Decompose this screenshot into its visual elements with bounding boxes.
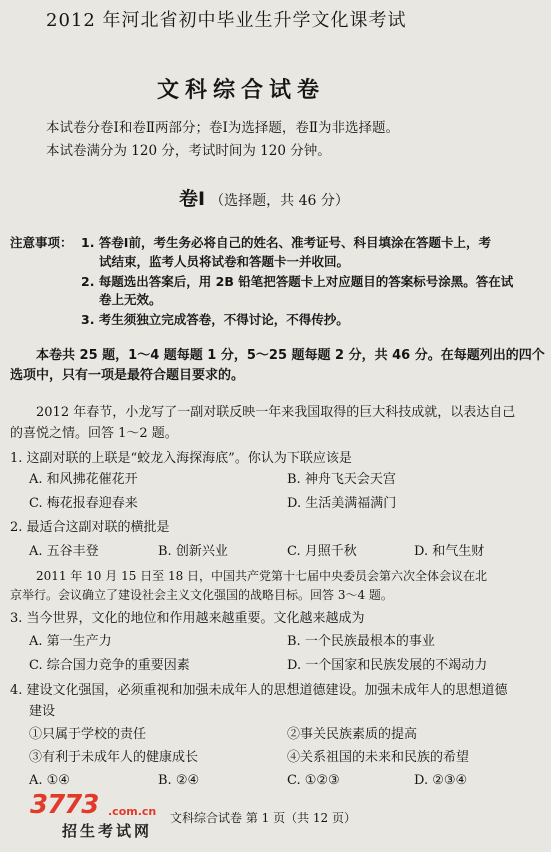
page-footer: 文科综合试卷 第 1 页（共 12 页） <box>170 811 356 825</box>
question-2-option-d: D. 和气生财 <box>414 544 485 559</box>
question-3-option-b: B. 一个民族最根本的事业 <box>287 634 435 649</box>
question-2-stem: 2. 最适合这副对联的横批是 <box>10 520 170 535</box>
passage-1-line-1: 2012 年春节，小龙写了一副对联反映一年来我国取得的巨大科技成就，以表达自己 <box>36 405 516 420</box>
notice-item-2: 2. 每题选出答案后，用 2B 铅笔把答题卡上对应题目的答案标号涂黑。答在试 <box>81 274 514 289</box>
question-3-option-c: C. 综合国力竞争的重要因素 <box>29 658 190 673</box>
question-1-stem: 1. 这副对联的上联是“蛟龙入海探海底”。你认为下联应该是 <box>10 451 352 466</box>
question-1-option-b: B. 神舟飞天会天宫 <box>287 472 396 487</box>
question-4-statement-3: ③有利于未成年人的健康成长 <box>29 750 199 765</box>
question-4-option-a: A. ①④ <box>29 773 70 788</box>
question-3-stem: 3. 当今世界，文化的地位和作用越来越重要。文化越来越成为 <box>10 611 365 626</box>
site-logo <box>28 792 178 848</box>
question-4-statement-2: ②事关民族素质的提高 <box>287 727 418 742</box>
section-title: 卷Ⅰ <box>179 188 206 210</box>
intro-line-2: 本试卷满分为 120 分，考试时间为 120 分钟。 <box>46 143 331 159</box>
question-4-statement-1: ①只属于学校的责任 <box>29 727 147 742</box>
notice-item-2-cont: 卷上无效。 <box>99 292 162 307</box>
question-2-option-c: C. 月照千秋 <box>287 544 357 559</box>
notice-item-1-cont: 试结束，监考人员将试卷和答题卡一并收回。 <box>99 254 350 269</box>
notice-item-3: 3. 考生须独立完成答卷，不得讨论，不得传抄。 <box>81 312 349 327</box>
passage-2-line-2: 京举行。会议确立了建设社会主义文化强国的战略目标。回答 3～4 题。 <box>10 588 393 602</box>
section-subtitle: （选择题，共 46 分） <box>210 193 349 209</box>
paper-title: 文科综合试卷 <box>157 78 326 103</box>
question-2-option-b: B. 创新兴业 <box>158 544 228 559</box>
question-4-statement-4: ④关系祖国的未来和民族的希望 <box>287 750 470 765</box>
question-4-stem-line-1: 4. 建设文化强国，必须重视和加强未成年人的思想道德建设。加强未成年人的思想道德 <box>10 683 508 698</box>
question-1-option-a: A. 和风拂花催花开 <box>29 472 138 487</box>
question-4-stem-line-2: 建设 <box>29 704 56 719</box>
question-1-option-d: D. 生活美满福满门 <box>287 496 397 511</box>
passage-1-line-2: 的喜悦之情。回答 1～2 题。 <box>10 426 178 441</box>
section-heading <box>179 190 349 209</box>
question-4-option-c: C. ①②③ <box>287 773 340 788</box>
question-1-option-c: C. 梅花报春迎春来 <box>29 496 138 511</box>
question-4-option-b: B. ②④ <box>158 773 200 788</box>
logo-number: 3773 <box>30 790 99 820</box>
question-4-option-d: D. ②③④ <box>414 773 468 788</box>
instructions-line-1: 本卷共 25 题，1～4 题每题 1 分，5～25 题每题 2 分，共 46 分。在每题列出的四个 <box>36 348 545 363</box>
notice-item-1: 1. 答卷Ⅰ前，考生务必将自己的姓名、准考证号、科目填涂在答题卡上，考 <box>81 235 491 250</box>
logo-tagline: 招生考试网 <box>62 822 153 840</box>
exam-title: 2012 年河北省初中毕业生升学文化课考试 <box>46 10 407 31</box>
passage-2-line-1: 2011 年 10 月 15 日至 18 日，中国共产党第十七届中央委员会第六次全体会议在北 <box>36 569 488 583</box>
notice-label: 注意事项： <box>10 235 73 250</box>
question-3-option-d: D. 一个国家和民族发展的不竭动力 <box>287 658 488 673</box>
instructions-line-2: 选项中，只有一项是最符合题目要求的。 <box>10 368 245 383</box>
question-2-option-a: A. 五谷丰登 <box>29 544 99 559</box>
intro-line-1: 本试卷分卷Ⅰ和卷Ⅱ两部分；卷Ⅰ为选择题，卷Ⅱ为非选择题。 <box>46 120 400 136</box>
question-3-option-a: A. 第一生产力 <box>29 634 112 649</box>
logo-domain: .com.cn <box>108 805 157 818</box>
